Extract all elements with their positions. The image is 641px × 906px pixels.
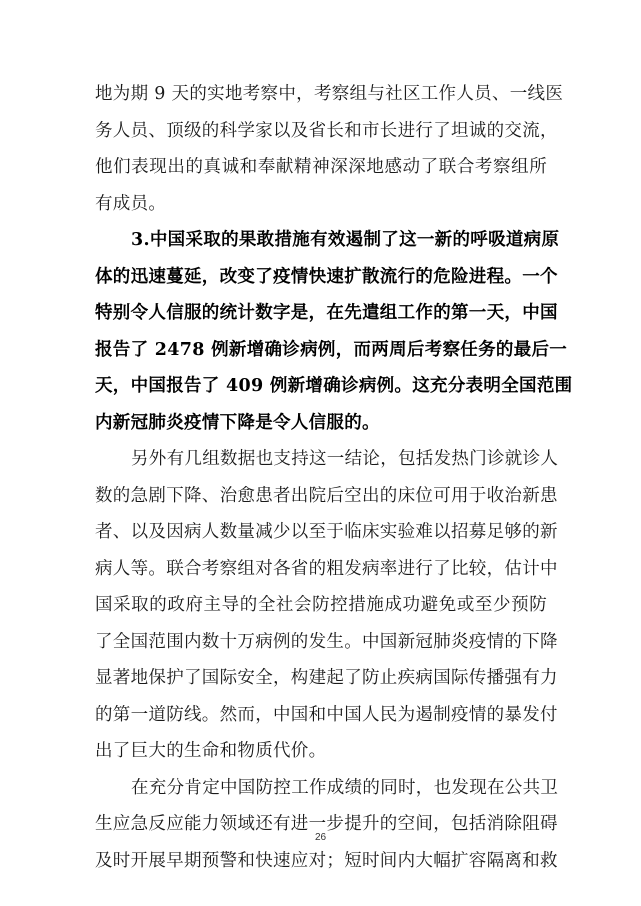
text-line: 显著地保护了国际安全，构建起了防止疾病国际传播强有力 <box>95 668 558 688</box>
text-line: 务人员、顶级的科学家以及省长和市长进行了坦诚的交流， <box>95 120 558 141</box>
text-line: 特别令人信服的统计数字是，在先遣组工作的第一天，中国 <box>95 303 558 323</box>
text-line: 内新冠肺炎疫情下降是令人信服的。 <box>95 412 380 433</box>
text-line: 另外有几组数据也支持这一结论，包括发热门诊就诊人 <box>131 449 559 469</box>
text-line: 体的迅速蔓延，改变了疫情快速扩散流行的危险进程。一个 <box>95 266 558 287</box>
page-number: 26 <box>314 832 327 843</box>
text-line: 在充分肯定中国防控工作成绩的同时，也发现在公共卫 <box>131 777 559 798</box>
text-line: 地为期 9 天的实地考察中，考察组与社区工作人员、一线医 <box>95 84 564 104</box>
text-line: 数的急剧下降、治愈患者出院后空出的床位可用于收治新患 <box>95 485 558 506</box>
text-line: 者、以及因病人数量减少以至于临床实验难以招募足够的新 <box>95 522 558 542</box>
text-line: 国采取的政府主导的全社会防控措施成功避免或至少预防 <box>95 595 547 615</box>
text-line: 3.中国采取的果敢措施有效遏制了这一新的呼吸道病原 <box>131 230 560 250</box>
paragraph-p4 <box>95 770 559 880</box>
text-line: 报告了 2478 例新增确诊病例，而两周后考察任务的最后一 <box>95 339 568 360</box>
paragraph-p3 <box>95 441 559 770</box>
paragraph-p2 <box>95 222 573 441</box>
text-line: 及时开展早期预警和快速应对；短时间内大幅扩容隔离和救 <box>95 850 558 871</box>
text-line: 有成员。 <box>95 193 167 214</box>
text-line: 出了巨大的生命和物质代价。 <box>95 741 327 761</box>
text-line: 生应急反应能力领域还有进一步提升的空间，包括消除阻碍 <box>95 814 558 834</box>
text-line: 的第一道防线。然而，中国和中国人民为遏制疫情的暴发付 <box>95 704 558 725</box>
text-line: 他们表现出的真诚和奉献精神深深地感动了联合考察组所 <box>95 157 547 177</box>
body-text <box>95 76 573 879</box>
text-line: 病人等。联合考察组对各省的粗发病率进行了比较，估计中 <box>95 558 558 579</box>
paragraph-p1 <box>95 76 564 222</box>
text-line: 天，中国报告了 409 例新增确诊病例。这充分表明全国范围 <box>95 376 573 396</box>
text-line: 了全国范围内数十万病例的发生。中国新冠肺炎疫情的下降 <box>95 631 558 652</box>
